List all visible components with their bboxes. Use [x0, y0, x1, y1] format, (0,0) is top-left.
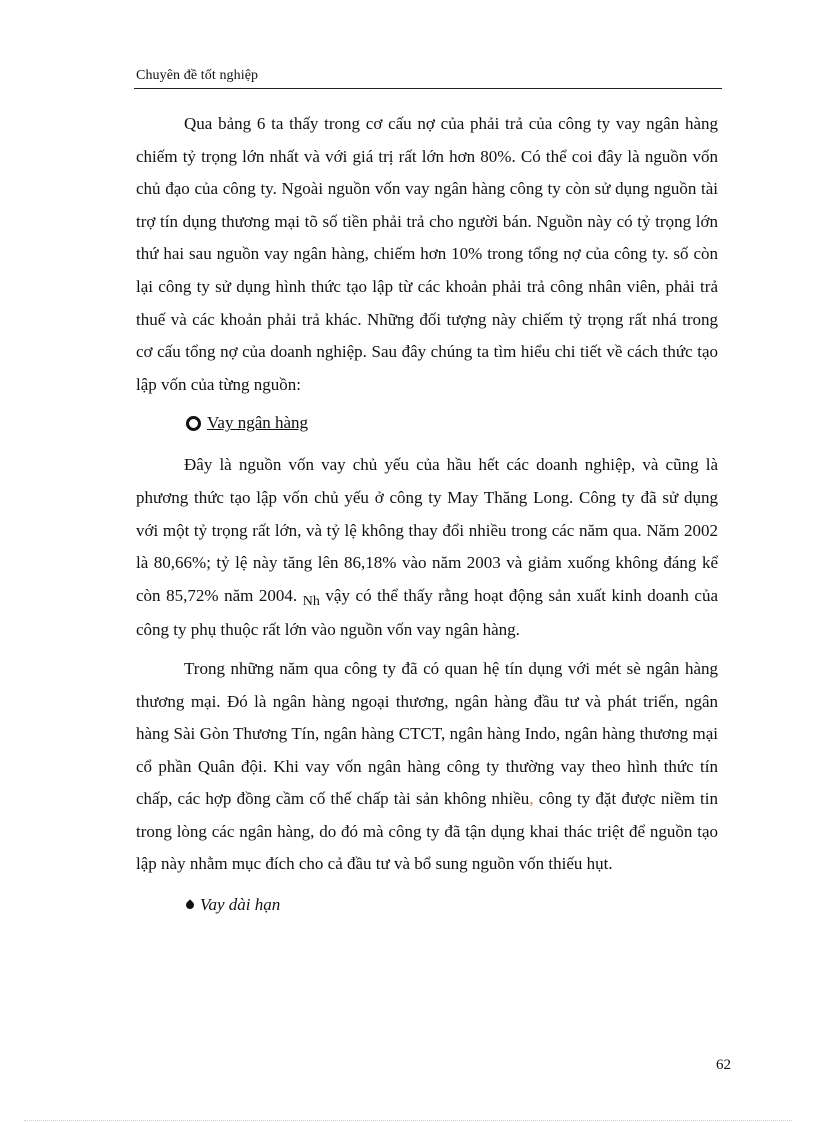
paragraph-1: Qua bảng 6 ta thấy trong cơ cấu nợ của phải trả của công ty vay ngân hàng chiếm tỷ trọng lớn nhất và với giá trị rất lớn hơn 80%. Có thể coi đây là nguồn vốn chủ đạo của công ty. Ngoài nguồn vốn vay ngân hàng công ty còn sử dụng nguồn tài trợ tín dụng thương mại tõ số tiền phải trả cho người bán. Nguồn này có tỷ trọng lớn thứ hai sau nguồn vay ngân hàng, chiếm hơn 10% trong tổng nợ của công ty. số còn lại công ty sử dụng hình thức tạo lập từ các khoản phải trả công nhân viên, phải trả thuế và các khoản phải trả khác. Những đối tượng này chiếm tỷ trọng rất nhá trong cơ cấu tổng nợ của doanh nghiệp. Sau đây chúng ta tìm hiểu chi tiết về cách thức tạo lập vốn của từng nguồn: — [136, 114, 718, 394]
heading-bank-loans-label: Vay ngân hàng — [207, 413, 309, 433]
paragraph-3 — [136, 653, 718, 881]
footer-divider — [24, 1120, 792, 1121]
paragraph-2 — [136, 449, 718, 647]
drop-bullet-icon — [184, 899, 195, 910]
heading-long-term-label: Vay dài hạn — [200, 895, 281, 915]
page-number: 62 — [716, 1057, 731, 1073]
paragraph-3-text-a: Trong những năm qua công ty đã có quan hệ tín dụng với mét sè ngân hàng thương mại. Đó là ngân hàng ngoại thương, ngân hàng đầu tư và phát triển, ngân hàng Sài Gòn Thương Tín, ngân hàng CTCT, ngân hàng Indo, ngân hàng thương mại cổ phần Quân đội. Khi vay vốn ngân hàng công ty thường vay theo hình thức tín chấp, các hợp đồng cầm cố thế chấp tài sản không nhiều — [136, 658, 718, 809]
header-title: Chuyên đề tốt nghiệp — [136, 68, 259, 83]
document-body — [136, 108, 718, 915]
paragraph-2-text-a: Đây là nguồn vốn vay chủ yếu của hầu hết các doanh nghiệp, và cũng là phương thức tạo lập vốn chủ yếu ở công ty May Thăng Long. Công ty đã sử dụng với một tỷ trọng rất lớn, và tỷ lệ không thay đổi nhiều trong các năm qua. Năm 2002 là 80,66%; tỷ lệ này tăng lên 86,18% vào năm 2003 và giảm xuống không đáng kể còn 85,72% năm 2004. — [136, 455, 718, 605]
paragraph-2-text-b: vậy có thể thấy rằng hoạt động sản xuất kinh doanh của công ty phụ thuộc rất lớn vào nguồn vốn vay ngân hàng. — [136, 585, 718, 640]
heading-long-term — [186, 895, 718, 915]
heading-bank-loans — [186, 411, 718, 435]
ring-bullet-icon — [186, 416, 201, 431]
paragraph-3-comma: , — [529, 789, 534, 809]
paragraph-2-nh: Nh — [302, 593, 320, 609]
header-rule — [134, 88, 722, 89]
paragraph-3-text-b: công ty đặt được niềm tin trong lòng các ngân hàng, do đó mà công ty đã tận dụng khai thác triệt để nguồn tạo lập này nhằm mục đích cho cả đầu tư và bổ sung nguồn vốn thiếu hụt. — [136, 789, 718, 874]
